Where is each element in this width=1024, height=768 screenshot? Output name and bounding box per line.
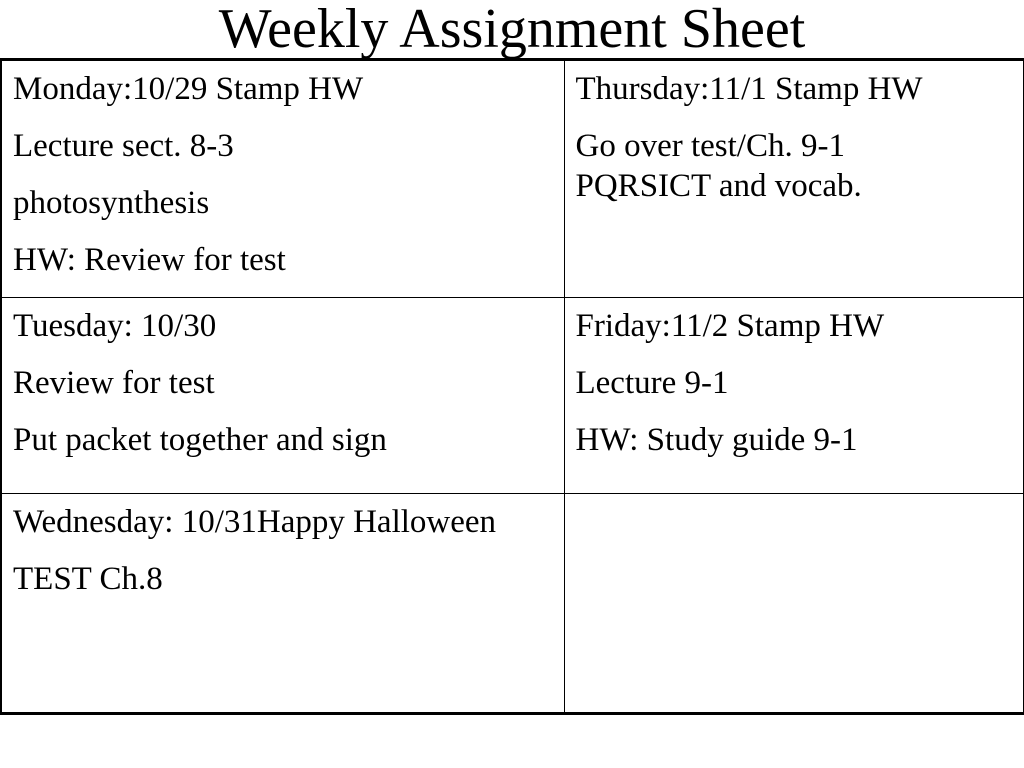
cell-line: Lecture 9-1	[575, 365, 729, 401]
monday-cell	[1, 60, 564, 298]
tuesday-cell	[1, 298, 564, 494]
cell-line: Review for test	[13, 365, 215, 401]
cell-line: Tuesday: 10/30	[13, 308, 217, 344]
table-row	[1, 298, 1024, 494]
cell-line: Lecture sect. 8-3	[13, 128, 234, 164]
cell-line: Go over test/Ch. 9-1	[575, 128, 845, 164]
assignment-table	[0, 58, 1024, 715]
cell-line: Friday:11/2 Stamp HW	[575, 308, 885, 344]
cell-line: PQRSICT and vocab.	[575, 168, 862, 204]
cell-line: HW: Review for test	[13, 242, 286, 278]
empty-cell	[564, 494, 1024, 714]
wednesday-cell	[1, 494, 564, 714]
table-row	[1, 494, 1024, 714]
page-title: Weekly Assignment Sheet	[218, 0, 806, 60]
cell-line: Thursday:11/1 Stamp HW	[575, 71, 923, 107]
cell-line: HW: Study guide 9-1	[575, 422, 858, 458]
cell-line: photosynthesis	[13, 185, 210, 221]
cell-line: Put packet together and sign	[13, 422, 387, 458]
friday-cell	[564, 298, 1024, 494]
thursday-cell	[564, 60, 1024, 298]
cell-line: TEST Ch.8	[13, 561, 163, 597]
cell-line: Monday:10/29 Stamp HW	[13, 71, 364, 107]
cell-line: Wednesday: 10/31Happy Halloween	[13, 504, 497, 540]
table-row	[1, 60, 1024, 298]
